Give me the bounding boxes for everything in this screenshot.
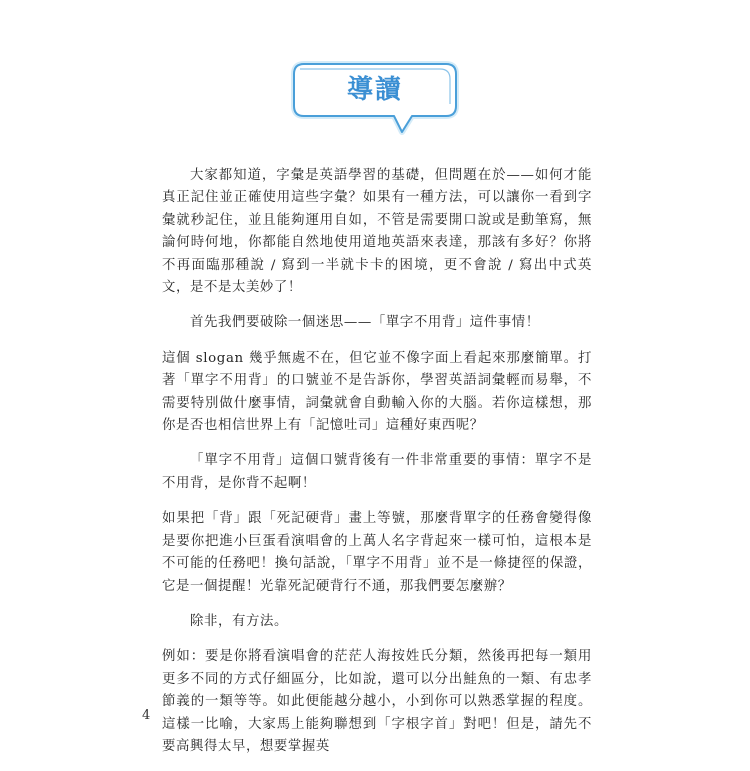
- article-body: [162, 165, 592, 771]
- paragraph-4: 「單字不用背」這個口號背後有一件非常重要的事情：單字不是不用背，是你背不起啊！: [162, 453, 592, 491]
- paragraph-6: 除非，有方法。: [190, 613, 288, 629]
- page-number: 4: [142, 708, 151, 723]
- paragraph-7: 例如：要是你將看演唱會的茫茫人海按姓氏分類，然後再把每一類用更多不同的方式仔細區分，比如說，還可以分出鮭魚的一類、有忠孝節義的一類等等。如此便能越分越小，小到你可以熟悉掌握的程度。這樣一比喻，大家馬上能夠聯想到「字根字首」對吧！但是，請先不要高興得太早，想要掌握英: [162, 649, 592, 754]
- paragraph-3: 這個 slogan 幾乎無處不在，但它並不像字面上看起來那麼簡單。打著「單字不用背」的口號並不是告訴你，學習英語詞彙輕而易舉，不需要特別做什麼事情，詞彙就會自動輸入你的大腦。若你這樣想，那你是否也相信世界上有「記憶吐司」這種好東西呢？: [162, 350, 592, 434]
- paragraph-5: 如果把「背」跟「死記硬背」畫上等號，那麼背單字的任務會變得像是要你把進小巨蛋看演唱會的上萬人名字背起來一樣可怕，這根本是不可能的任務吧！換句話說，「單字不用背」並不是一條捷徑的保證，它是一個提醒！光靠死記硬背行不通，那我們要怎麼辦？: [162, 511, 592, 594]
- title-speech-bubble: [290, 60, 460, 120]
- paragraph-2: 首先我們要破除一個迷思——「單字不用背」這件事情！: [190, 315, 540, 331]
- page-title: 導讀: [346, 75, 403, 105]
- paragraph-1: 大家都知道，字彙是英語學習的基礎，但問題在於——如何才能真正記住並正確使用這些字彙？如果有一種方法，可以讓你一看到字彙就秒記住，並且能夠運用自如，不管是需要開口說或是動筆寫，無論何時何地，你都能自然地使用道地英語來表達，那該有多好？你將不再面臨那種說 / 寫到一半就卡卡的困境，更不會說 / 寫出中式英文，是不是太美妙了！: [162, 168, 592, 296]
